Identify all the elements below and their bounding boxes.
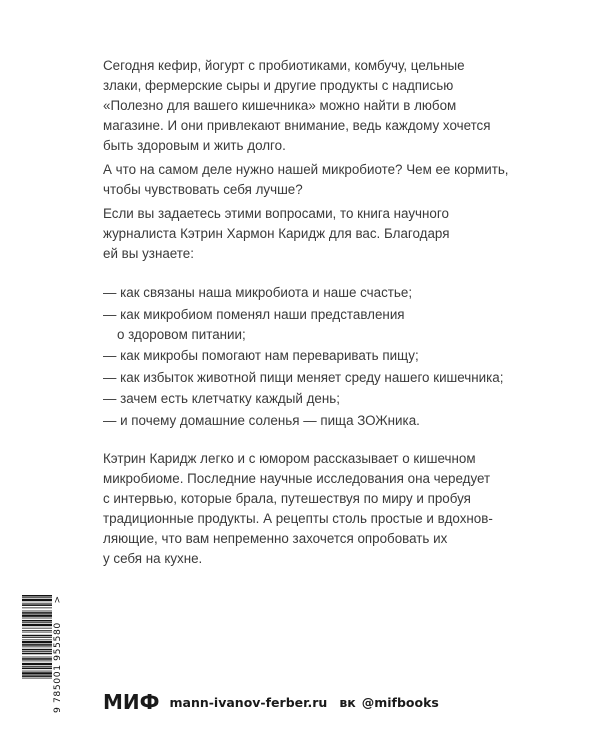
barcode-bar bbox=[22, 611, 52, 612]
list-item-text: о здоровом питании; bbox=[117, 326, 246, 342]
barcode-bar bbox=[22, 675, 52, 677]
text-line: с интервью, которые брала, путешествуя по миру и пробуя bbox=[103, 491, 471, 506]
text-line: ляющие, что вам непременно захочется опробовать их bbox=[103, 531, 448, 546]
list-item bbox=[103, 305, 543, 345]
barcode-bar bbox=[22, 595, 52, 597]
barcode-bar bbox=[22, 637, 52, 638]
barcode-bar bbox=[22, 672, 52, 674]
text-line: злаки, фермерские сыры и другие продукты с надписью bbox=[103, 78, 454, 93]
vk-icon[interactable]: вк bbox=[339, 694, 356, 710]
list-item bbox=[103, 346, 543, 366]
barcode-bar bbox=[22, 639, 52, 640]
text-line: магазине. И они привлекают внимание, ведь каждому хочется bbox=[103, 118, 491, 133]
intro-paragraph bbox=[103, 56, 523, 156]
list-item-text: — как избыток животной пищи меняет среду нашего кишечника; bbox=[103, 369, 504, 385]
barcode-bar bbox=[22, 599, 52, 601]
list-item bbox=[103, 389, 543, 409]
list-item-text: — как микробы помогают нам переваривать пищу; bbox=[103, 348, 419, 363]
barcode-bar bbox=[22, 663, 52, 665]
text-line: А что на самом деле нужно нашей микробиоте? Чем ее кормить, bbox=[103, 162, 509, 177]
benefits-list bbox=[103, 283, 543, 432]
list-item-text: — и почему домашние соленья — пища ЗОЖника. bbox=[103, 412, 420, 428]
barcode-bar bbox=[22, 646, 52, 647]
barcode-graphic bbox=[22, 593, 64, 713]
barcode-bar bbox=[22, 666, 52, 667]
barcode-bars bbox=[22, 595, 52, 678]
list-item-text: — зачем есть клетчатку каждый день; bbox=[103, 391, 340, 406]
barcode-bar bbox=[22, 671, 52, 672]
barcode-bar bbox=[22, 651, 52, 652]
isbn-barcode bbox=[22, 593, 64, 713]
barcode-bar bbox=[22, 620, 52, 622]
barcode-bar bbox=[22, 661, 52, 662]
barcode-bar bbox=[22, 628, 52, 629]
publisher-logo: МИФ bbox=[103, 690, 160, 714]
barcode-bar bbox=[22, 658, 52, 660]
text-line: «Полезно для вашего кишечника» можно найти в любом bbox=[103, 98, 457, 113]
text-line: Если вы задаетесь этими вопросами, то книга научного bbox=[103, 206, 449, 221]
barcode-bar bbox=[22, 622, 52, 623]
barcode-bar bbox=[22, 644, 52, 646]
list-item-text: — как микробиом поменял наши представления bbox=[103, 306, 405, 322]
barcode-bar bbox=[22, 641, 52, 643]
barcode-bar bbox=[22, 615, 52, 617]
barcode-bar bbox=[22, 630, 52, 631]
barcode-bar bbox=[22, 624, 52, 626]
list-item bbox=[103, 283, 543, 303]
text-line: ей вы узнаете: bbox=[103, 246, 194, 261]
list-item bbox=[103, 411, 543, 431]
barcode-digits: 9 785001 955580 bbox=[52, 622, 63, 713]
barcode-bar bbox=[22, 612, 52, 614]
list-item-text: — как связаны наша микробиота и наше счастье; bbox=[103, 285, 413, 300]
barcode-bar bbox=[22, 668, 52, 670]
barcode-bar bbox=[22, 618, 52, 619]
barcode-bar bbox=[22, 607, 52, 608]
text-line: микробиоме. Последние научные исследования она чередует bbox=[103, 471, 491, 486]
text-line: Сегодня кефир, йогурт с пробиотиками, комбучу, цельные bbox=[103, 58, 465, 73]
barcode-bar bbox=[22, 678, 52, 679]
social-handle[interactable]: @mifbooks bbox=[361, 694, 439, 710]
text-line: традиционные продукты. А рецепты столь простые и вдохнов- bbox=[103, 511, 493, 526]
text-line: чтобы чувствовать себя лучше? bbox=[103, 182, 303, 197]
barcode-bar bbox=[22, 649, 52, 651]
text-line: Кэтрин Каридж легко и с юмором рассказывает о кишечном bbox=[103, 451, 476, 466]
barcode-bar bbox=[22, 657, 52, 658]
list-item bbox=[103, 368, 543, 388]
publisher-footer bbox=[103, 690, 439, 714]
barcode-bar bbox=[22, 597, 52, 598]
lead-paragraph bbox=[103, 204, 523, 264]
text-line: у себя на кухне. bbox=[103, 551, 203, 566]
text-line: быть здоровым и жить долго. bbox=[103, 138, 286, 153]
barcode-bar bbox=[22, 632, 52, 633]
barcode-bar bbox=[22, 635, 52, 637]
website-link[interactable]: mann-ivanov-ferber.ru bbox=[169, 694, 328, 710]
barcode-bar bbox=[22, 603, 52, 604]
barcode-arrow: > bbox=[53, 596, 63, 604]
question-paragraph bbox=[103, 160, 523, 200]
barcode-bar bbox=[22, 653, 52, 655]
barcode-bar bbox=[22, 604, 52, 606]
text-line: журналиста Кэтрин Хармон Каридж для вас. Благодаря bbox=[103, 226, 450, 241]
closing-paragraph bbox=[103, 449, 523, 569]
